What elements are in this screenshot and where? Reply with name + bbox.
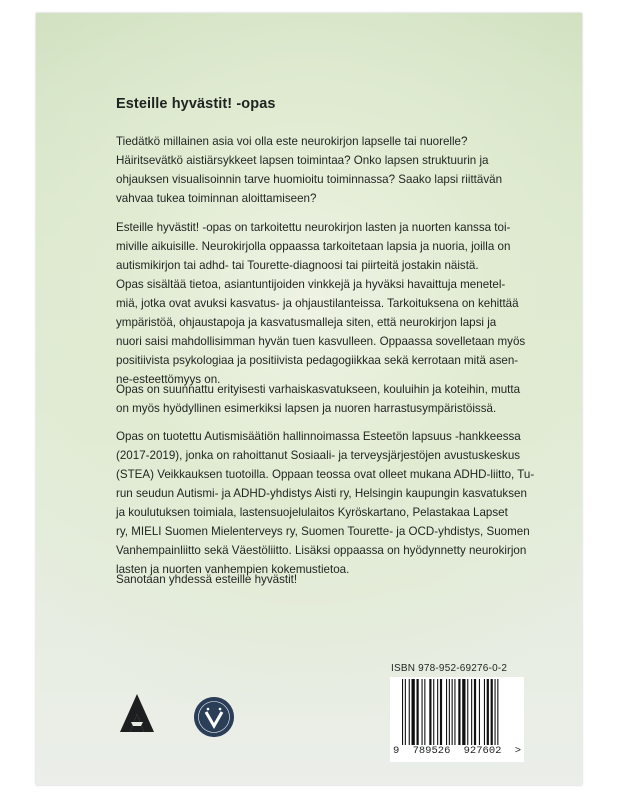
barcode-bar xyxy=(484,679,485,745)
text-line: ohjauksen visualisoinnin tarve huomioitu toiminnassa? Saako lapsi riittävän xyxy=(116,173,503,186)
audience-paragraph xyxy=(116,380,526,418)
barcode-bar xyxy=(479,679,480,745)
barcode-bar xyxy=(405,679,406,745)
barcode-bar xyxy=(452,679,453,745)
barcode-bar xyxy=(487,679,489,745)
barcode-bar xyxy=(462,679,465,745)
barcode-bar xyxy=(467,679,468,745)
barcode-bar xyxy=(474,679,476,745)
closing-paragraph xyxy=(116,570,526,589)
text-line: miä, jotka ovat avuksi kasvatus- ja ohjaustilanteissa. Tarkoituksena on kehittää xyxy=(116,297,519,310)
barcode xyxy=(390,677,524,762)
text-line: ympäristöä, ohjaustapoja ja kasvatusmalleja siten, että neurokirjon lapsi ja xyxy=(116,316,497,329)
text-line: lasten ja nuorten vanhempien kokemustietoa. xyxy=(116,563,350,576)
text-line: (STEA) Veikkauksen tuotoilla. Oppaan teossa ovat olleet mukana ADHD-liitto, Tu- xyxy=(116,468,535,481)
barcode-bar xyxy=(446,679,447,745)
barcode-bar xyxy=(471,679,472,745)
barcode-digit-left: 789526 xyxy=(412,745,451,757)
barcode-bars xyxy=(400,679,518,745)
text-line: autismikirjon tai adhd- tai Tourette-diagnoosi tai piirteitä jostakin näistä. xyxy=(116,259,479,272)
isbn-text: ISBN 978-952-69276-0-2 xyxy=(391,663,508,674)
barcode-bar xyxy=(417,679,419,745)
intro-paragraph xyxy=(116,132,526,208)
barcode-bar xyxy=(495,679,496,745)
text-line: ja koulutuksen toimiala, lastensuojelulaitos Kyröskartano, Pelastakaa Lapset xyxy=(116,506,508,519)
book-back-cover xyxy=(36,13,582,785)
text-line: Sanotaan yhdessä esteille hyvästit! xyxy=(116,573,298,586)
barcode-bar xyxy=(409,679,410,745)
text-line: Opas on suunnattu erityisesti varhaiskasvatukseen, kouluihin ja koteihin, mutta xyxy=(116,383,521,396)
barcode-bar xyxy=(437,679,438,745)
text-line: Opas on tuotettu Autismisäätiön hallinnoimassa Esteetön lapsuus -hankkeessa xyxy=(116,430,521,443)
barcode-bar xyxy=(402,679,403,745)
text-line: ry, MIELI Suomen Mielenterveys ry, Suomen Tourette- ja OCD-yhdistys, Suomen xyxy=(116,525,530,538)
text-line: on myös hyödyllinen esimerkiksi lapsen ja nuoren harrastusympäristöissä. xyxy=(116,402,497,415)
barcode-digit-right: 927602 xyxy=(463,745,502,757)
barcode-digits xyxy=(390,745,524,757)
text-line: positiivista psykologiaa ja positiivista pedagogiikkaa sekä kerrotaan mitä asen- xyxy=(116,354,519,367)
barcode-bar xyxy=(497,679,498,745)
barcode-bar xyxy=(412,679,415,745)
barcode-digit-lead: 9 xyxy=(393,745,400,757)
text-line: nuori saisi mahdollisimman hyvän tuen kasvulleen. Oppaassa sovelletaan myös xyxy=(116,335,526,348)
barcode-bar xyxy=(440,679,442,745)
barcode-bar xyxy=(458,679,460,745)
production-paragraph xyxy=(116,427,535,579)
barcode-bar xyxy=(491,679,493,745)
barcode-bar xyxy=(454,679,455,745)
text-line: Tiedätkö millainen asia voi olla este neurokirjon lapselle tai nuorelle? xyxy=(116,135,468,148)
barcode-bar xyxy=(429,679,431,745)
barcode-bar xyxy=(449,679,450,745)
veikkaus-stea-seal-icon xyxy=(194,697,234,737)
text-line: vahvaa tukea toiminnan aloittamiseen? xyxy=(116,192,317,205)
barcode-quiet-mark: > xyxy=(514,745,521,757)
text-line: Vanhempainliitto sekä Väestöliitto. Lisäksi oppaassa on hyödynnetty neurokirjon xyxy=(116,544,527,557)
description-paragraph xyxy=(116,218,526,389)
text-line: Opas sisältää tietoa, asiantuntijoiden vinkkejä ja hyväksi havaittuja menetel- xyxy=(116,278,506,291)
text-line: Häiritsevätkö aistiärsykkeet lapsen toimintaa? Onko lapsen struktuurin ja xyxy=(116,154,489,167)
autismisaatio-a-logo-icon xyxy=(120,694,154,732)
text-line: miville aikuisille. Neurokirjolla oppaassa tarkoitetaan lapsia ja nuoria, joilla on xyxy=(116,240,511,253)
barcode-bar xyxy=(433,679,434,745)
barcode-bar xyxy=(424,679,425,745)
text-line: Esteille hyvästit! -opas on tarkoitettu neurokirjon lasten ja nuorten kanssa toi- xyxy=(116,221,511,234)
text-line: run seudun Autismi- ja ADHD-yhdistys Aisti ry, Helsingin kaupungin kasvatuksen xyxy=(116,487,527,500)
text-line: ne-esteettömyys on. xyxy=(116,373,221,386)
barcode-bar xyxy=(422,679,423,745)
cover-title: Esteille hyvästit! -opas xyxy=(116,96,276,112)
text-line: (2017-2019), jonka on rahoittanut Sosiaali- ja terveysjärjestöjen avustuskeskus xyxy=(116,449,521,462)
